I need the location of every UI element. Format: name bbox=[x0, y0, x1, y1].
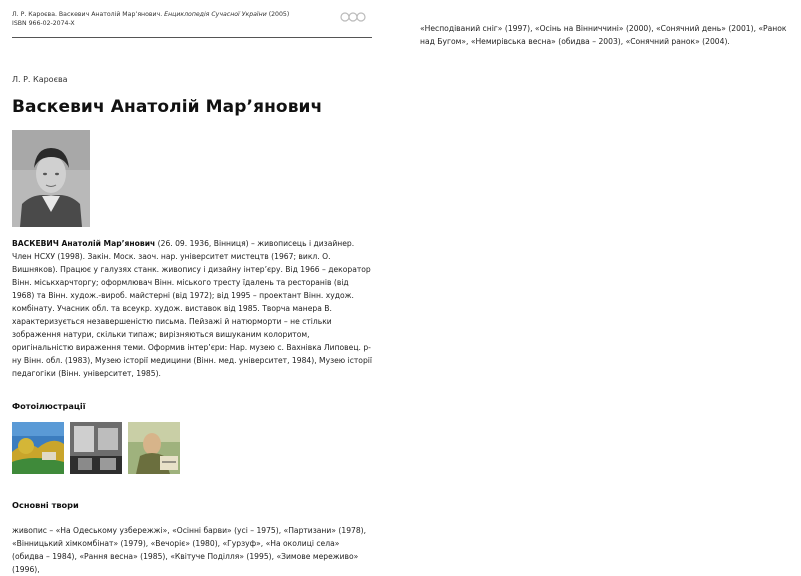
lead-name: ВАСКЕВИЧ Анатолій Мар’янович bbox=[12, 239, 156, 248]
thumbnail-landscape-painting[interactable] bbox=[12, 422, 64, 474]
citation-plain: Л. Р. Кароєва. Васкевич Анатолій Мар’янович. bbox=[12, 11, 165, 18]
thumbnail-portrait-painting[interactable] bbox=[128, 422, 180, 474]
citation-year: (2005) bbox=[266, 11, 290, 18]
thumbnail-interior-photo[interactable] bbox=[70, 422, 122, 474]
isbn: ISBN 966-02-2074-X bbox=[12, 19, 75, 27]
photo-thumbnails bbox=[12, 422, 372, 474]
esu-logo-icon bbox=[340, 11, 366, 23]
article-body-text: (26. 09. 1936, Вінниця) – живописець і дизайнер. Член НСХУ (1998). Закін. Моск. заоч. нар. університет мистецтв (1967; викл. О. Вишняков). Працює у галузях станк. живопису і дизайну інтер’єру. Від 1966 – декоратор Вінн. міськхарчторгу; оформлювач Вінн. міського тресту їдалень та ресторанів (від 1968) та Вінн. худож.-вироб. майстерні (від 1972); від 1995 – проектант Вінн. худож. комбінату. Учасник обл. та всеукр. худож. виставок від 1985. Творча манера В. характеризується незавершеністю письма. Пейзажі й натюрморти – не стільки зображення натури, скільки типаж; вирізняються вишуканим колоритом, оригінальністю вираження теми. Оформив інтер’єри: Нар. музею с. Вахнівка Липовец. р-ну Вінн. обл. (1983), Музею історії медицини (Вінн. мед. університет, 1984), Музею історії педагогіки (Вінн. університет, 1985). bbox=[12, 239, 372, 378]
citation-italic: Енциклопедія Сучасної України bbox=[164, 11, 267, 18]
photos-heading: Фотоілюстрації bbox=[12, 401, 86, 411]
page-header bbox=[12, 0, 372, 38]
citation-line bbox=[12, 11, 372, 20]
right-page-column bbox=[420, 22, 788, 48]
article-author: Л. Р. Кароєва bbox=[12, 75, 68, 84]
article-body bbox=[12, 237, 372, 380]
works-heading: Основні твори bbox=[12, 500, 79, 510]
works-text-left: живопис – «На Одеському узбережжі», «Осінні барви» (усі – 1975), «Партизани» (1978), «Вінницький хімкомбінат» (1979), «Вечоріє» (1980), «Гурзуф», «На околиці села» (обидва – 1984), «Рання весна» (1985), «Квітуче Поділля» (1995), «Зимове мереживо» (1996), bbox=[12, 526, 367, 574]
portrait-photo bbox=[12, 130, 90, 227]
left-page-column bbox=[12, 0, 372, 576]
works-text-right: «Несподіваний сніг» (1997), «Осінь на Вінниччині» (2000), «Сонячний день» (2001), «Ранок над Бугом», «Немирівська весна» (обидва – 2003), «Сонячний ранок» (2004). bbox=[420, 24, 787, 46]
article-title: Васкевич Анатолій Мар’янович bbox=[12, 97, 323, 117]
